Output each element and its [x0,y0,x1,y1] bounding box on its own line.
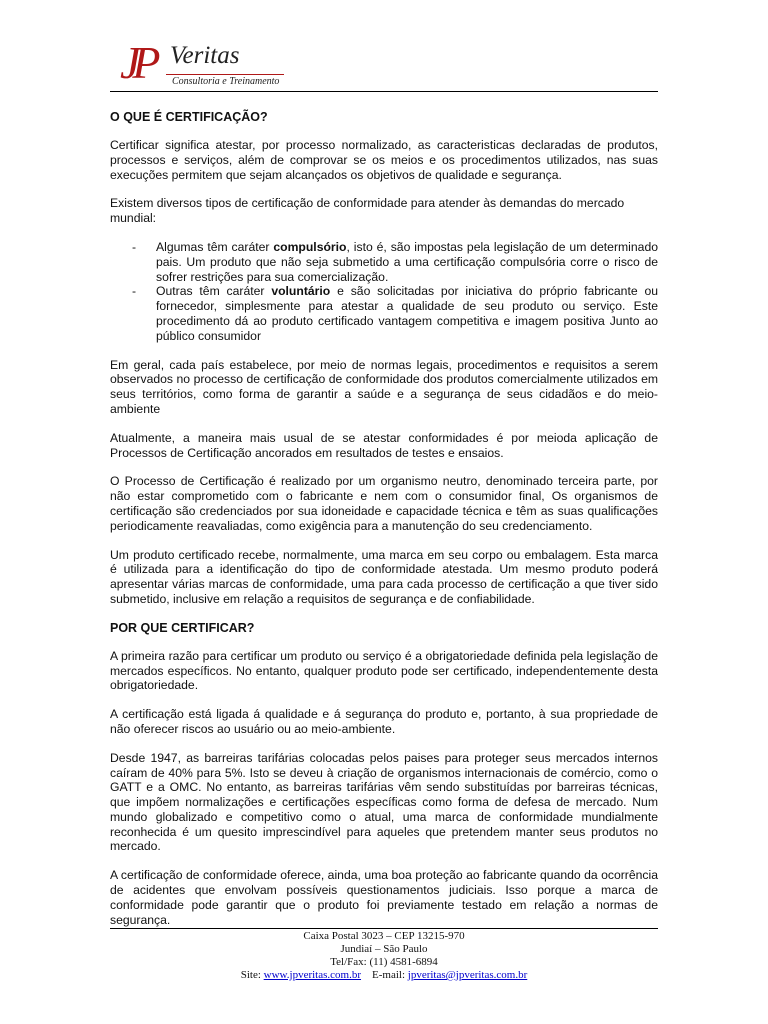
paragraph: Um produto certificado recebe, normalmente, uma marca em seu corpo ou embalagem. Esta marca é utilizada para a identificação do tipo de conformidade atestada. Um mesmo produto poderá apresentar várias marcas de conformidade, uma para cada processo de certificação a que tiver sido submetido, inclusive em relação a requisitos de segurança e de confiabilidade. [110,547,658,606]
section-title-what-is-certification: O QUE É CERTIFICAÇÃO? [110,110,268,124]
paragraph: A primeira razão para certificar um produto ou serviço é a obrigatoriedade definida pela legislação de mercados específicos. No entanto, qualquer produto pode ser certificado, independentemente desta obrigatoriedade. [110,648,658,693]
paragraph: Existem diversos tipos de certificação de conformidade para atender às demandas do mercado mundial: [110,196,625,226]
logo-underline [166,74,284,75]
list-item-text: , isto é, são impostas pela legislação de um determinado pais. Um produto que não seja submetido a uma certificação compulsória corre o risco de sofrer restrições para sua comercialização. [156,239,658,284]
bullet-dash: - [132,284,137,299]
website-link[interactable]: www.jpveritas.com.br [263,969,362,981]
company-logo [120,37,400,96]
list-item-voluntary [110,284,658,343]
paragraph: Em geral, cada país estabelece, por meio de normas legais, procedimentos e requisitos a serem observados no processo de certificação de conformidade dos produtos comercialmente utilizados em seus territórios, como forma de garantir a saúde e a segurança de seus cidadãos e do meio-ambiente [110,357,658,416]
document-page [110,0,658,1024]
email-link[interactable]: jpveritas@jpveritas.com.br [407,969,528,981]
paragraph: Desde 1947, as barreiras tarifárias colocadas pelos paises para proteger seus mercados internos caíram de 40% para 5%. Isto se deveu à criação de organismos internacionais de comércio, como o GATT e a OMC. No entanto, as barreiras tarifárias vêm sendo substituídas por barreiras técnicas, que impõem normalizações e certificações específicas como forma de defesa de mercado. Num mundo globalizado e competitivo como o atual, uma marca de conformidade mundialmente reconhecida é um quesito imprescindível para aqueles que pretendem manter seus produtos no mercado. [110,750,658,854]
footer-city: Jundiaí – São Paulo [340,943,428,955]
list-item-compulsory [110,240,658,284]
paragraph: A certificação de conformidade oferece, ainda, uma boa proteção ao fabricante quando da ocorrência de acidentes que envolvam possíveis questionamentos judiciais. Isso porque a marca de conformidade pode garantir que o produto foi previamente testado em relação a normas de segurança. [110,868,658,927]
page-footer [110,930,658,982]
paragraph: Certificar significa atestar, por processo normalizado, as caracteristicas declaradas de produtos, processos e serviços, além de comprovar se os meios e os procedimentos utilizados, nas suas execuções permitem que sejam alcançados os objetivos de qualidade e segurança. [110,138,658,182]
paragraph: A certificação está ligada á qualidade e á segurança do produto e, portanto, à sua propriedade de não oferecer riscos ao usuário ou ao meio-ambiente. [110,707,658,736]
footer-postal-box: Caixa Postal 3023 – CEP 13215-970 [303,930,465,942]
list-item-text: Algumas têm caráter [156,239,274,254]
list-item-text: Outras têm caráter [156,284,272,299]
list-item-text: e são solicitadas por iniciativa do próprio fabricante ou fornecedor, simplesmente para atestar a qualidade de seu produto ou serviço. Este procedimento dá ao produto certificado vantagem competitiva e imagem positiva Junto ao público consumidor [156,284,659,343]
emphasis-voluntary: voluntário [271,284,331,299]
document-body [110,110,658,941]
header-divider [110,91,658,92]
certification-types-list [110,240,658,344]
bullet-dash: - [132,239,137,254]
paragraph: O Processo de Certificação é realizado por um organismo neutro, denominado terceira parte, por não estar comprometido com o fabricante e nem com o consumidor final, Os organismos de certificação são credenciados por sua idoneidade e capacidade técnica e têm as suas qualificações periodicamente reavaliadas, como exigência para a manutenção do seu credenciamento. [110,474,658,533]
email-label: E-mail: [372,969,408,981]
paragraph: Atualmente, a maneira mais usual de se atestar conformidades é por meioda aplicação de Processos de Certificação ancorados em resultados de testes e ensaios. [110,430,658,460]
section-title-why-certify: POR QUE CERTIFICAR? [110,620,255,635]
footer-phone: Tel/Fax: (11) 4581-6894 [330,956,438,968]
emphasis-compulsory: compulsório [273,239,347,254]
logo-brand-name: Veritas [170,42,240,69]
site-label: Site: [240,969,264,981]
logo-initials: JP [120,37,153,88]
footer-contacts [110,969,658,982]
logo-tagline: Consultoria e Treinamento [172,76,280,87]
footer-divider [110,928,658,929]
